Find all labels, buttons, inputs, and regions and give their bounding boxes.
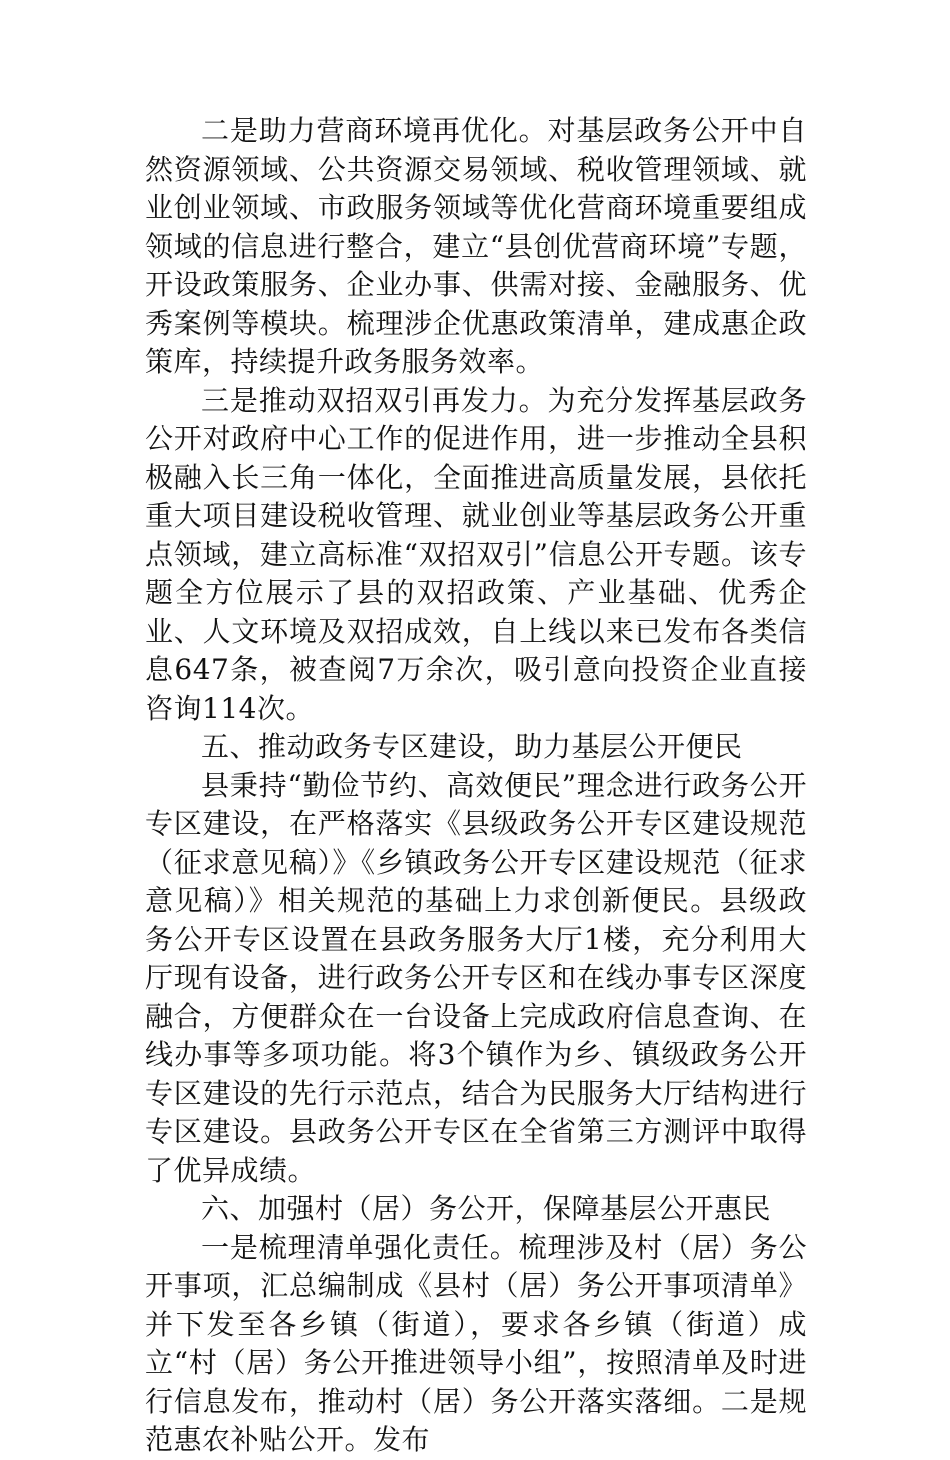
section-heading-6: 六、加强村（居）务公开，保障基层公开惠民 xyxy=(201,1192,772,1225)
section-heading-5: 五、推动政务专区建设，助力基层公开便民 xyxy=(201,730,743,763)
document-page xyxy=(145,112,807,1460)
paragraph-business-environment: 二是助力营商环境再优化。对基层政务公开中自然资源领域、公共资源交易领域、税收管理领域、就业创业领域、市政服务领域等优化营商环境重要组成领域的信息进行整合，建立“县创优营商环境”专题，开设政策服务、企业办事、供需对接、金融服务、优秀案例等模块。梳理涉企优惠政策清单，建成惠企政策库，持续提升政务服务效率。 xyxy=(145,114,807,378)
paragraph-service-zone: 县秉持“勤俭节约、高效便民”理念进行政务公开专区建设，在严格落实《县级政务公开专区建设规范（征求意见稿）》《乡镇政务公开专区建设规范（征求意见稿）》相关规范的基础上力求创新便民。县级政务公开专区设置在县政务服务大厅1楼，充分利用大厅现有设备，进行政务公开专区和在线办事专区深度融合，方便群众在一台设备上完成政府信息查询、在线办事等多项功能。将3个镇作为乡、镇级政务公开专区建设的先行示范点，结合为民服务大厅结构进行专区建设。县政务公开专区在全省第三方测评中取得了优异成绩。 xyxy=(145,768,807,1187)
paragraph-village-affairs: 一是梳理清单强化责任。梳理涉及村（居）务公开事项，汇总编制成《县村（居）务公开事项清单》并下发至各乡镇（街道），要求各乡镇（街道）成立“村（居）务公开推进领导小组”，按照清单及时进行信息发布，推动村（居）务公开落实落细。二是规范惠农补贴公开。发布 xyxy=(145,1230,807,1456)
paragraph-investment-attraction: 三是推动双招双引再发力。为充分发挥基层政务公开对政府中心工作的促进作用，进一步推动全县积极融入长三角一体化，全面推进高质量发展，县依托重大项目建设税收管理、就业创业等基层政务公开重点领域，建立高标准“双招双引”信息公开专题。该专题全方位展示了县的双招政策、产业基础、优秀企业、人文环境及双招成效，自上线以来已发布各类信息647条，被查阅7万余次，吸引意向投资企业直接咨询114次。 xyxy=(145,383,807,725)
